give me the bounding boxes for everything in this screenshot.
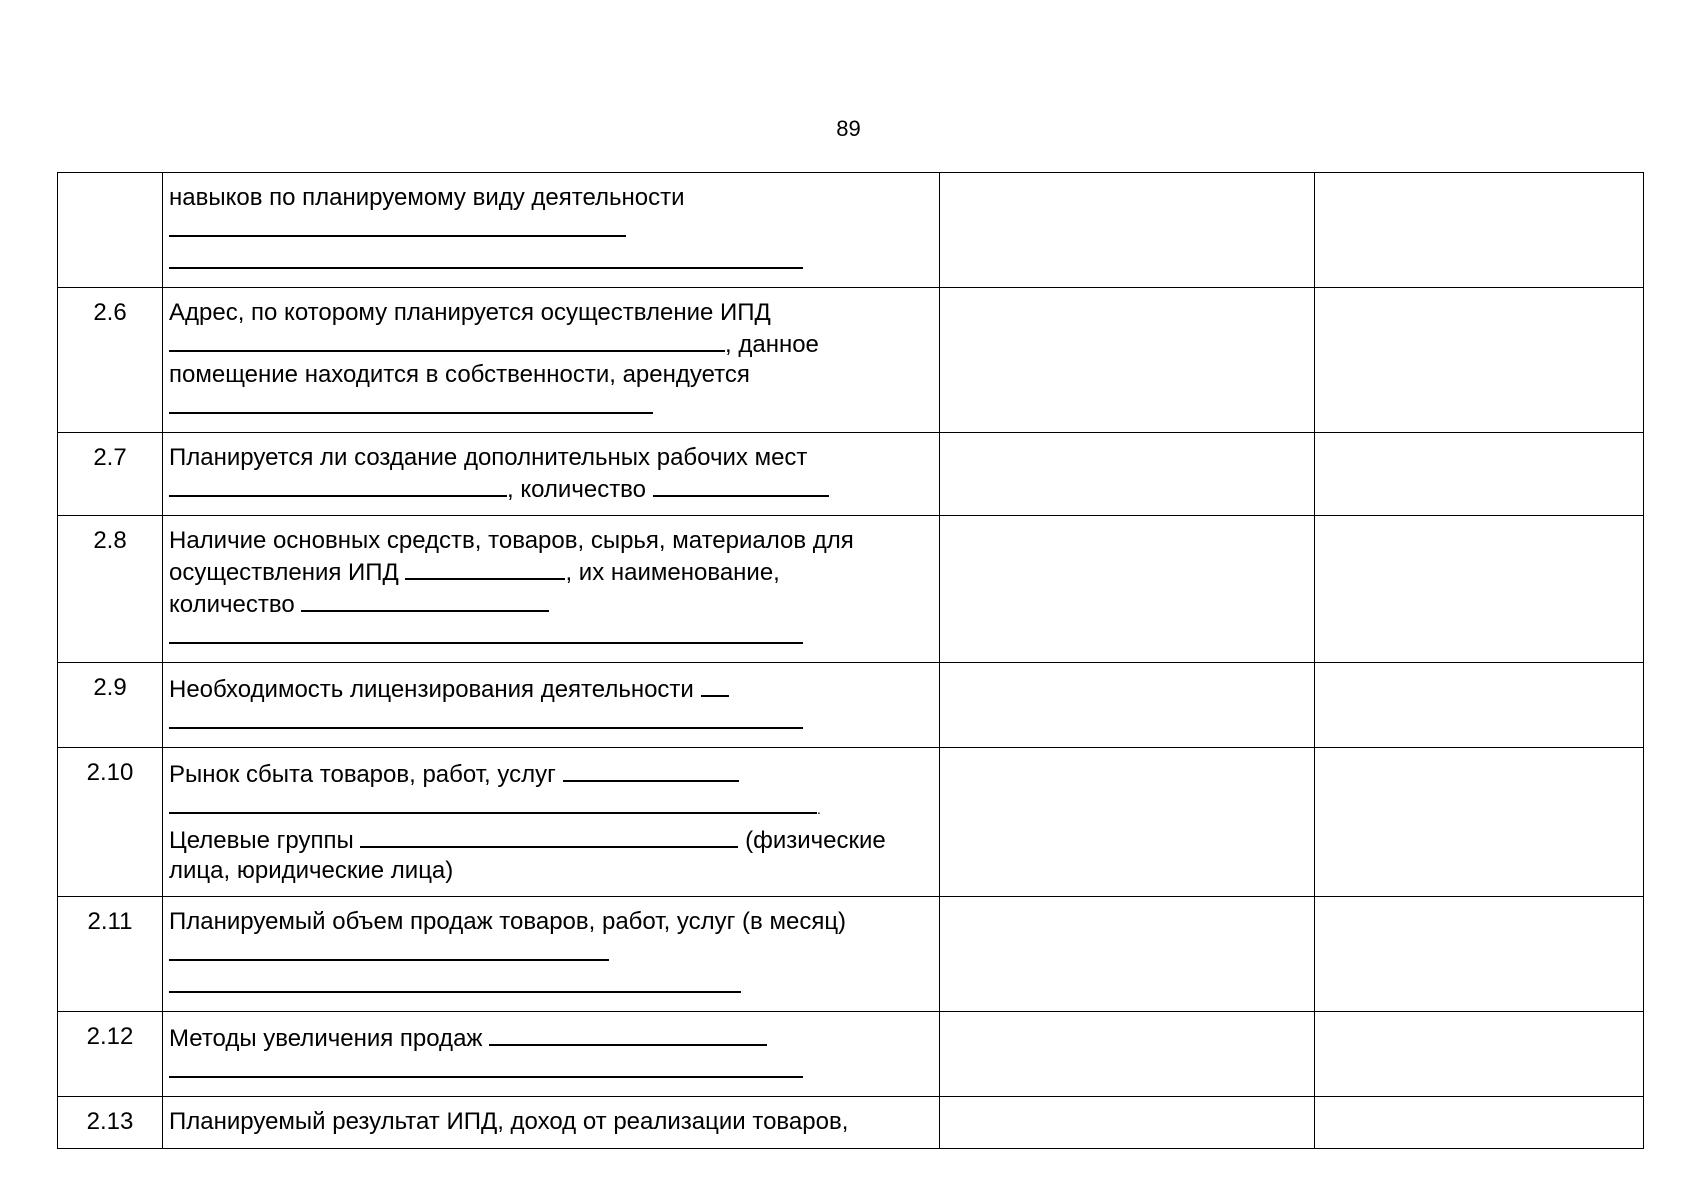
row-number-cell: 2.7 (58, 433, 163, 516)
row-text-cell (163, 748, 940, 897)
page-number: 89 (836, 116, 861, 141)
empty-cell[interactable] (940, 173, 1315, 288)
fill-in-blank[interactable] (489, 1022, 767, 1046)
row-text-fragment: Рынок сбыта товаров, работ, услуг (169, 761, 556, 788)
row-text-cell (163, 516, 940, 663)
empty-cell[interactable] (1315, 663, 1644, 748)
fill-in-blank[interactable] (169, 245, 803, 269)
row-text-line: Планируется ли создание дополнительных рабочих мест (169, 444, 808, 471)
empty-cell[interactable] (940, 897, 1315, 1012)
empty-cell[interactable] (940, 1097, 1315, 1149)
row-text-fragment: Методы увеличения продаж (169, 1025, 483, 1052)
fill-in-blank[interactable] (169, 620, 803, 644)
empty-cell[interactable] (940, 1012, 1315, 1097)
fill-in-blank[interactable] (169, 213, 626, 237)
row-text-fragment: количество (169, 591, 295, 618)
fill-in-blank[interactable] (169, 1054, 803, 1078)
empty-cell[interactable] (1315, 1012, 1644, 1097)
row-number-cell: 2.6 (58, 288, 163, 433)
row-number-cell: 2.8 (58, 516, 163, 663)
row-number-cell: 2.11 (58, 897, 163, 1012)
fill-in-blank[interactable] (169, 390, 653, 414)
empty-cell[interactable] (1315, 433, 1644, 516)
table-row (58, 516, 1644, 663)
row-text-line: Планируемый результат ИПД, доход от реализации товаров, (169, 1108, 849, 1135)
row-text-fragment: осуществления ИПД (169, 559, 399, 586)
row-text-cell (163, 1097, 940, 1149)
table-row (58, 748, 1644, 897)
row-text-cell (163, 288, 940, 433)
table-row (58, 1097, 1644, 1149)
empty-cell[interactable] (940, 516, 1315, 663)
row-number-cell: 2.9 (58, 663, 163, 748)
row-text-line: Наличие основных средств, товаров, сырья, материалов для (169, 527, 854, 554)
row-number-cell: 2.10 (58, 748, 163, 897)
row-text-fragment: Необходимость лицензирования деятельности (169, 676, 694, 703)
row-text-fragment: , их наименование, (565, 559, 780, 586)
row-text-fragment: , данное (725, 331, 819, 358)
row-text-cell (163, 1012, 940, 1097)
row-text-cell (163, 663, 940, 748)
row-text-fragment: (физические (745, 827, 886, 854)
row-text-line: помещение находится в собственности, арендуется (169, 361, 750, 388)
row-text-line: Планируемый объем продаж товаров, работ, услуг (в месяц) (169, 908, 847, 935)
fill-in-blank[interactable] (169, 328, 725, 352)
row-text-cell (163, 897, 940, 1012)
table-row (58, 897, 1644, 1012)
fill-in-blank[interactable] (563, 758, 739, 782)
table-row (58, 663, 1644, 748)
fill-in-blank[interactable] (169, 790, 817, 814)
row-text-cell (163, 173, 940, 288)
fill-in-blank[interactable] (169, 473, 507, 497)
empty-cell[interactable] (1315, 1097, 1644, 1149)
empty-cell[interactable] (940, 433, 1315, 516)
row-text-line: лица, юридические лица) (169, 857, 454, 884)
empty-cell[interactable] (1315, 748, 1644, 897)
empty-cell[interactable] (1315, 897, 1644, 1012)
fill-in-blank[interactable] (701, 673, 729, 697)
table-row (58, 1012, 1644, 1097)
row-text-cell (163, 433, 940, 516)
business-plan-table (57, 172, 1644, 1149)
fill-in-blank[interactable] (169, 969, 741, 993)
fill-in-blank[interactable] (169, 705, 803, 729)
empty-cell[interactable] (1315, 516, 1644, 663)
row-text-fragment: Целевые группы (169, 827, 354, 854)
fill-in-blank[interactable] (169, 937, 609, 961)
table-row (58, 288, 1644, 433)
empty-cell[interactable] (1315, 288, 1644, 433)
table-row (58, 173, 1644, 288)
empty-cell[interactable] (940, 663, 1315, 748)
table-row (58, 433, 1644, 516)
empty-cell[interactable] (940, 748, 1315, 897)
fill-in-blank[interactable] (405, 556, 565, 580)
empty-cell[interactable] (1315, 173, 1644, 288)
fill-in-blank[interactable] (301, 588, 549, 612)
row-text-line: Адрес, по которому планируется осуществление ИПД (169, 299, 771, 326)
row-number-cell: 2.12 (58, 1012, 163, 1097)
row-text-fragment: . (817, 801, 821, 817)
row-text-fragment: , количество (507, 476, 647, 503)
row-text-line: навыков по планируемому виду деятельности (169, 184, 685, 211)
fill-in-blank[interactable] (360, 824, 738, 848)
row-number-cell: 2.13 (58, 1097, 163, 1149)
row-number-cell (58, 173, 163, 288)
empty-cell[interactable] (940, 288, 1315, 433)
fill-in-blank[interactable] (653, 473, 829, 497)
